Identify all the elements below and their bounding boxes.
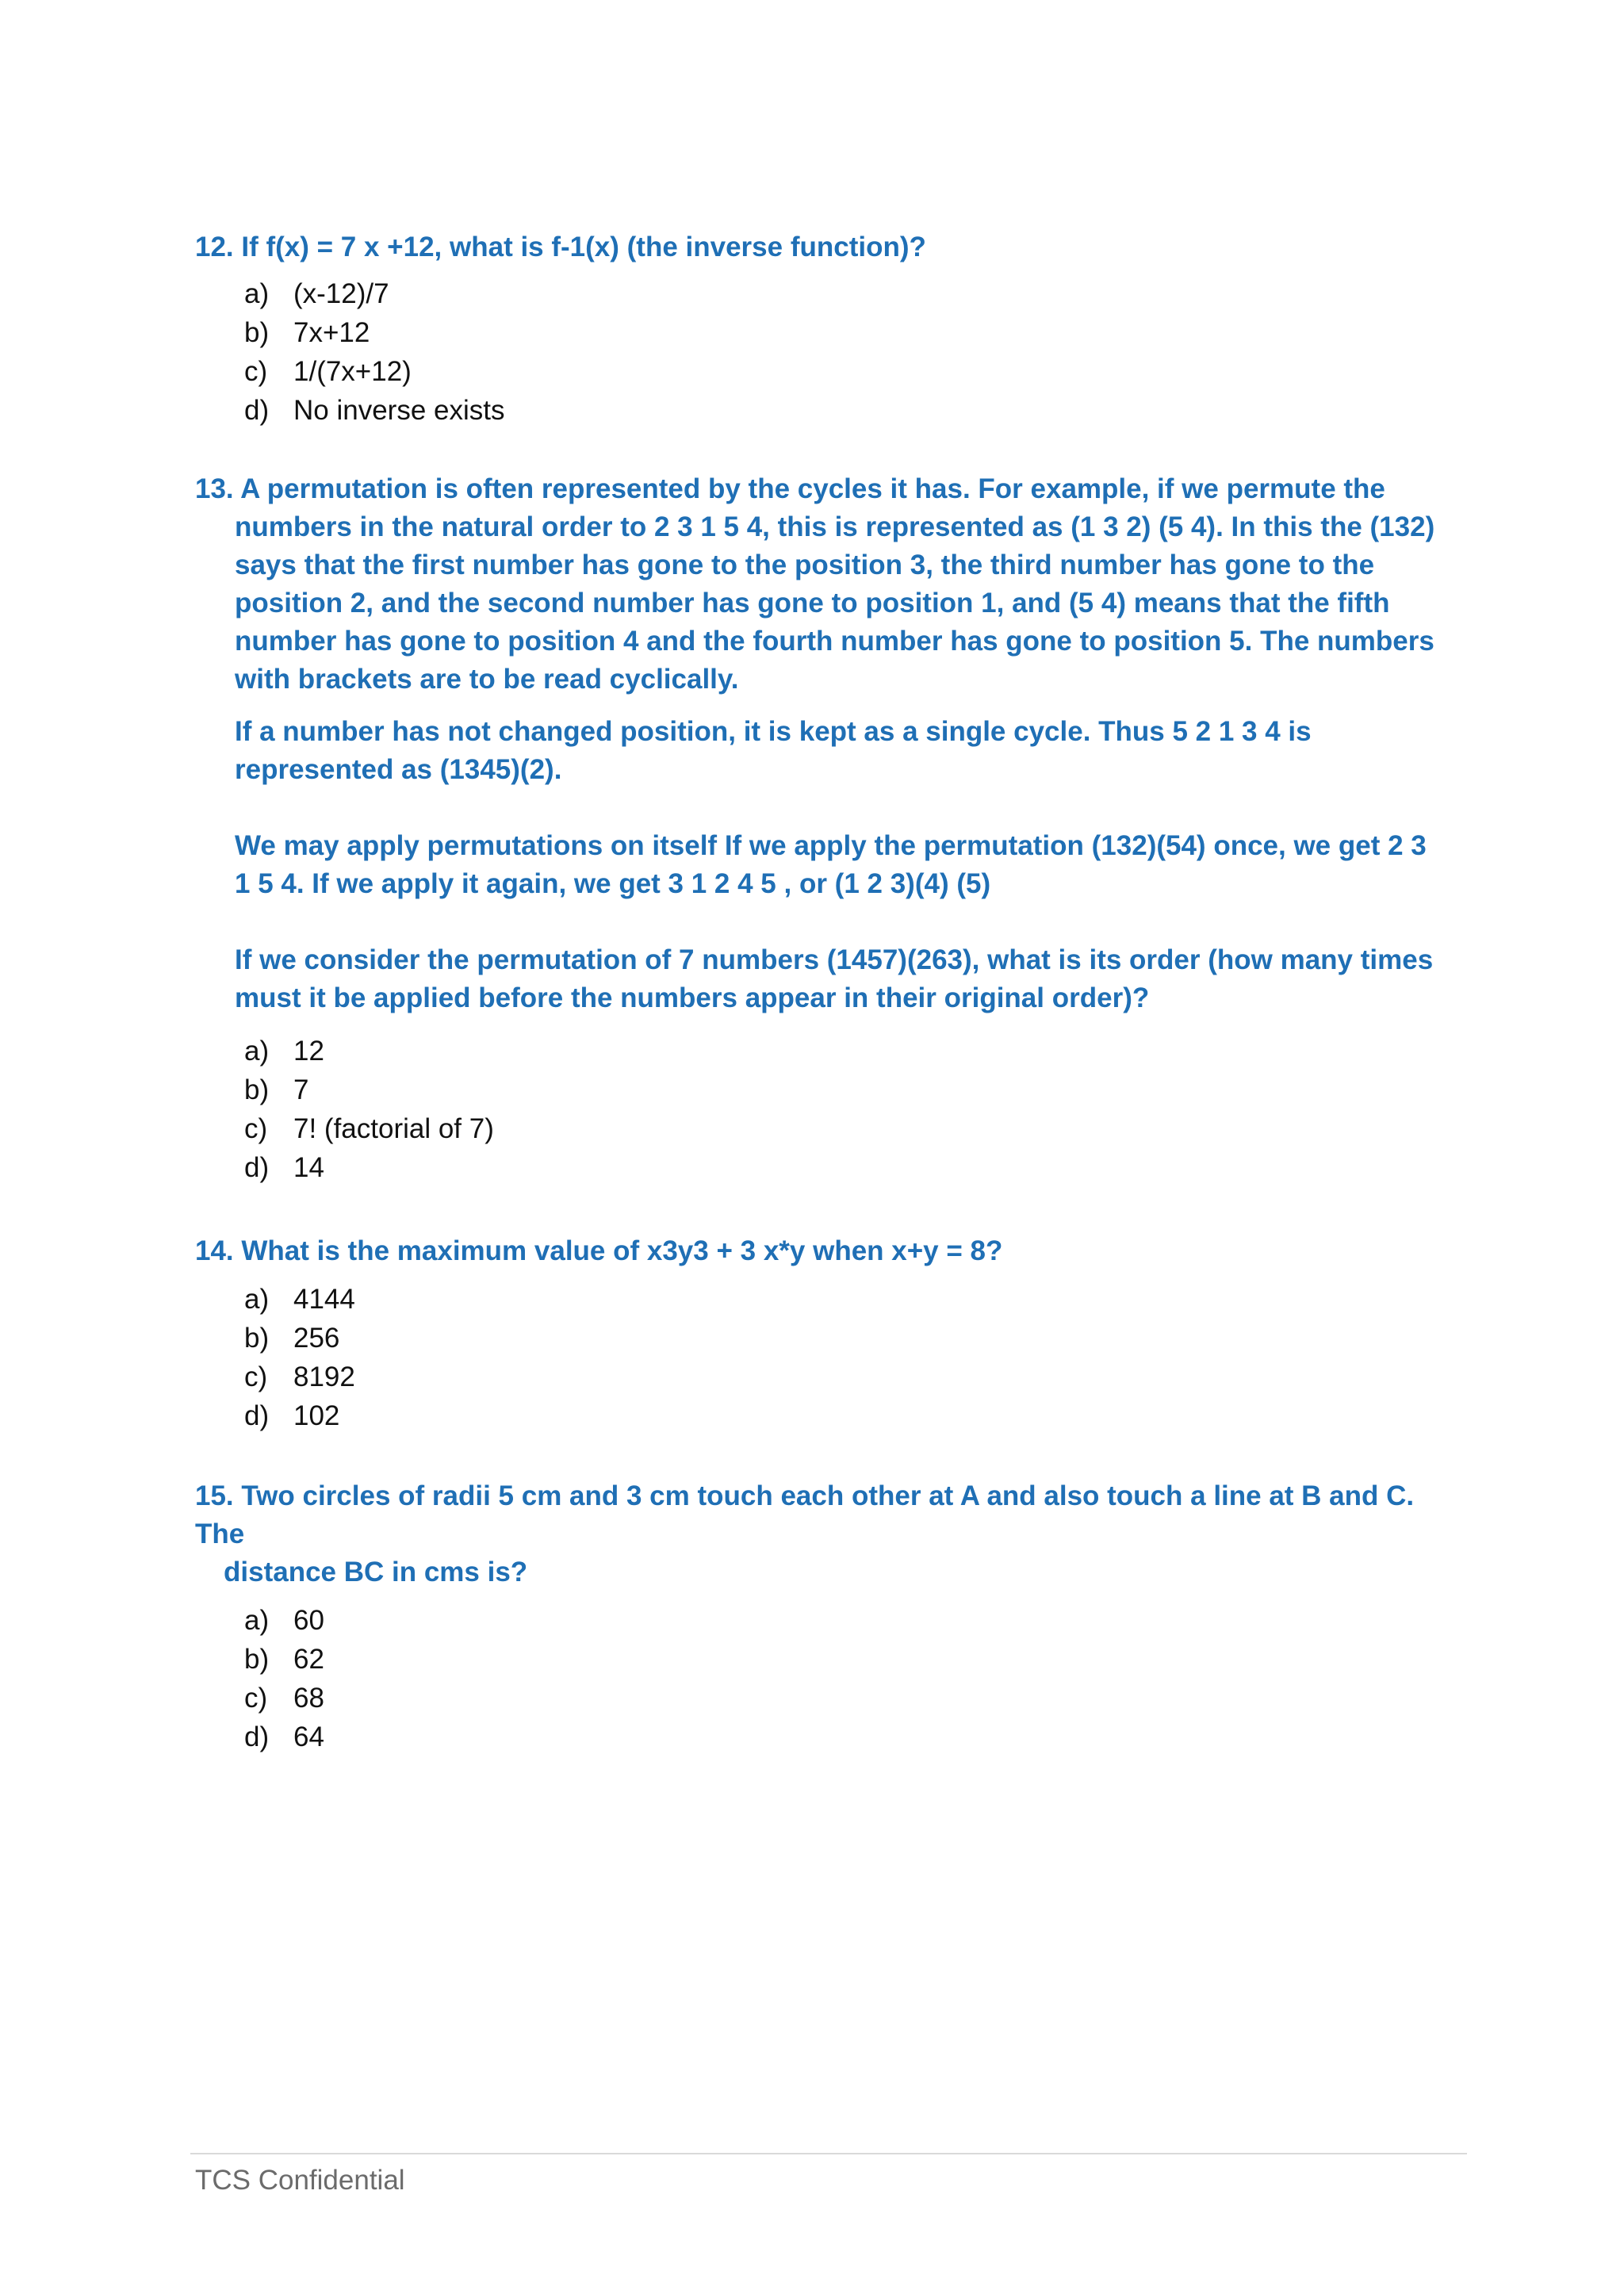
option-text: 7! (factorial of 7) <box>293 1113 494 1144</box>
question-12 <box>195 228 1464 430</box>
option-text: 4144 <box>293 1284 355 1315</box>
option-letter: d) <box>244 1152 270 1183</box>
option-letter: b) <box>244 317 270 348</box>
option-list <box>195 1032 1448 1187</box>
option-item <box>195 1109 1448 1148</box>
option-text: 7x+12 <box>293 317 370 348</box>
question-14 <box>195 1232 1464 1435</box>
question-title: 13. A permutation is often represented by the cycles it has. For example, if we permute the <box>195 473 1385 504</box>
option-item <box>195 274 1464 313</box>
option-list <box>195 274 1464 430</box>
question-15 <box>195 1477 1464 1756</box>
option-letter: a) <box>244 1605 270 1636</box>
option-letter: b) <box>244 1074 270 1105</box>
option-item <box>195 1718 1464 1756</box>
option-letter: a) <box>244 278 270 309</box>
option-item <box>195 1148 1448 1187</box>
footer-label: TCS Confidential <box>195 2165 405 2196</box>
option-text: 1/(7x+12) <box>293 356 412 387</box>
question-title: 14. What is the maximum value of x3y3 + 3 x*y when x+y = 8? <box>195 1235 1003 1266</box>
option-text: No inverse exists <box>293 395 505 426</box>
option-item <box>195 1679 1464 1718</box>
option-item <box>195 1396 1464 1435</box>
option-item <box>195 1319 1464 1358</box>
footer-divider <box>190 2153 1467 2154</box>
question-paragraph: distance BC in cms is? <box>224 1557 528 1587</box>
question-paragraph: We may apply permutations on itself If we apply the permutation (132)(54) once, we get 2 3 1 5 4. If we apply it again, we get 3 1 2 4 5 , or (1 2 3)(4) (5) <box>235 830 1427 899</box>
option-letter: d) <box>244 395 270 426</box>
option-text: 62 <box>293 1644 324 1675</box>
option-text: 256 <box>293 1323 340 1354</box>
option-text: 60 <box>293 1605 324 1636</box>
option-text: 68 <box>293 1683 324 1714</box>
option-item <box>195 1280 1464 1319</box>
option-text: (x-12)/7 <box>293 278 389 309</box>
option-list <box>195 1280 1464 1435</box>
option-item <box>195 391 1464 430</box>
question-paragraph: numbers in the natural order to 2 3 1 5 4, this is represented as (1 3 2) (5 4). In this the (132) says that the first number has gone to the position 3, the third number has gone to the position 2, and the second number has gone to position 1, and (5 4) means that the fifth number has gone to position 4 and the fourth number has gone to position 5. The numbers with brackets are to be read cyclically. <box>235 511 1435 695</box>
option-item <box>195 1070 1448 1109</box>
question-13 <box>195 470 1448 1187</box>
option-text: 7 <box>293 1074 309 1105</box>
option-letter: c) <box>244 1361 268 1392</box>
option-text: 64 <box>293 1721 324 1752</box>
question-paragraph: If a number has not changed position, it is kept as a single cycle. Thus 5 2 1 3 4 is represented as (1345)(2). <box>235 716 1312 785</box>
option-letter: c) <box>244 1113 268 1144</box>
option-item <box>195 1032 1448 1070</box>
option-text: 14 <box>293 1152 324 1183</box>
option-text: 8192 <box>293 1361 355 1392</box>
option-item <box>195 1640 1464 1679</box>
option-item <box>195 313 1464 352</box>
option-text: 12 <box>293 1036 324 1067</box>
option-letter: a) <box>244 1036 270 1067</box>
option-letter: a) <box>244 1284 270 1315</box>
option-letter: c) <box>244 1683 268 1714</box>
option-letter: b) <box>244 1644 270 1675</box>
option-item <box>195 1358 1464 1396</box>
question-title: 12. If f(x) = 7 x +12, what is f-1(x) (the inverse function)? <box>195 232 926 262</box>
option-letter: d) <box>244 1721 270 1752</box>
option-letter: d) <box>244 1400 270 1431</box>
option-item <box>195 1601 1464 1640</box>
option-text: 102 <box>293 1400 340 1431</box>
question-title: 15. Two circles of radii 5 cm and 3 cm touch each other at A and also touch a line at B and C. The <box>195 1480 1415 1549</box>
option-item <box>195 352 1464 391</box>
option-list <box>195 1601 1464 1756</box>
question-paragraph: If we consider the permutation of 7 numbers (1457)(263), what is its order (how many times must it be applied before the numbers appear in their original order)? <box>235 944 1434 1013</box>
option-letter: c) <box>244 356 268 387</box>
option-letter: b) <box>244 1323 270 1354</box>
